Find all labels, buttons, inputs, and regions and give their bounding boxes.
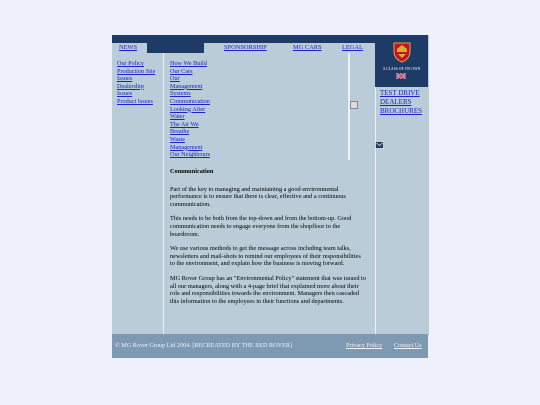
- nav-sponsorship[interactable]: SPONSORSHIP: [224, 44, 267, 51]
- page-container: [112, 35, 428, 358]
- nav-active-block: [147, 43, 204, 53]
- sub-menu-how-we-build[interactable]: How We Build: [170, 60, 207, 67]
- content-paragraph-1: Part of the key to managing and maintaining a good environmental performance is to ensure that there is clear, effective and a continuous communication.: [170, 185, 346, 208]
- sub-menu-looking-after[interactable]: Looking After: [170, 105, 206, 113]
- sub-menu-communication[interactable]: Communication: [170, 98, 210, 105]
- brochures-link[interactable]: BROCHURES: [380, 107, 423, 115]
- logo-tagline: A CLASS OF ITS OWN: [382, 67, 421, 71]
- sub-menu-systems[interactable]: Systems: [170, 90, 191, 98]
- left-menu-production-site[interactable]: Production Site: [117, 67, 156, 75]
- left-menu-dealership[interactable]: Dealership: [117, 82, 144, 90]
- rover-logo[interactable]: [375, 35, 428, 87]
- content-paragraph-3: We use various methods to get the message across including team talks, newsletters and mail-shots to remind our employees of their responsibilities to the environment, and explain how the business is moving forward.: [170, 245, 361, 268]
- content-paragraph-4: MG Rover Group has an "Environmental Policy" statement that was issued to all our managers, along with a 4-page brief that explained more about their role and responsibilities towards the environment. Managers then cascaded this information to the employees in their functions and departments.: [170, 274, 366, 305]
- sub-menu-management[interactable]: Management: [170, 82, 203, 90]
- rover-shield-icon: [393, 41, 411, 63]
- sub-menu-the-air-we[interactable]: The Air We: [170, 120, 199, 128]
- top-nav-bar: [112, 35, 376, 43]
- sub-menu-management-2[interactable]: Management: [170, 143, 203, 151]
- broken-image-icon: [350, 101, 358, 109]
- main-content: [170, 168, 366, 312]
- nav-news[interactable]: NEWS: [119, 44, 138, 51]
- nav-legal[interactable]: LEGAL: [342, 44, 363, 51]
- sub-menu-water[interactable]: Water: [170, 113, 185, 121]
- privacy-policy-link[interactable]: Privacy Policy: [346, 342, 383, 349]
- contact-us-link[interactable]: Contact Us: [394, 342, 422, 349]
- nav-mg-cars[interactable]: MG CARS: [293, 44, 322, 51]
- uk-flag-icon: [396, 73, 406, 79]
- sub-menu-our[interactable]: Our: [170, 75, 180, 83]
- footer: [112, 334, 428, 358]
- left-menu-our-policy[interactable]: Our Policy: [117, 60, 144, 67]
- footer-copyright: © MG Rover Group Ltd 2004. [RECREATED BY THE RED ROVER]: [115, 342, 293, 349]
- sub-menu-waste[interactable]: Waste: [170, 136, 185, 143]
- test-drive-link[interactable]: TEST DRIVE: [380, 89, 420, 97]
- sub-menu-our-neighbours[interactable]: Our Neighbours: [170, 151, 211, 159]
- mail-icon[interactable]: [375, 141, 384, 149]
- left-menu-issues-2[interactable]: Issues: [117, 90, 133, 98]
- content-paragraph-2: This needs to be both from the top-down and from the bottom-up. Good communication needs to engage everyone from the shopfloor to the boardroom.: [170, 215, 352, 238]
- sub-menu-breathe[interactable]: Breathe: [170, 128, 190, 136]
- dealers-link[interactable]: DEALERS: [380, 98, 412, 106]
- left-divider: [163, 53, 164, 335]
- content-title: Communication: [170, 168, 214, 175]
- sub-menu-our-cars[interactable]: Our Cars: [170, 67, 193, 75]
- left-menu-product-issues[interactable]: Product Issues: [117, 98, 153, 105]
- left-menu-issues[interactable]: Issues: [117, 75, 133, 83]
